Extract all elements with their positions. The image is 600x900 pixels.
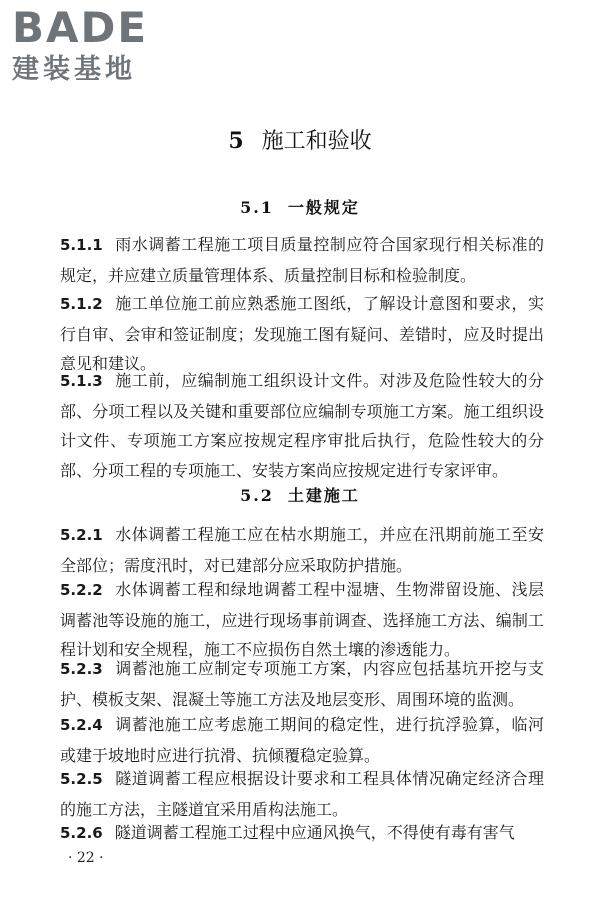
clause-5-2-3 — [60, 654, 544, 714]
logo-subtitle: 建装基地 — [12, 54, 136, 85]
clause-text: 隧道调蓄工程应根据设计要求和工程具体情况确定经济合理的施工方法，主隧道宜采用盾构法施工。 — [60, 769, 544, 819]
clause-5-2-2 — [60, 575, 544, 665]
bade-logo — [12, 3, 182, 86]
page-number: · 22 · — [68, 850, 104, 866]
clause-number: 5.1.3 — [60, 372, 103, 390]
clause-number: 5.2.6 — [60, 824, 103, 842]
section-title-5-2 — [0, 484, 600, 508]
clause-text: 施工单位施工前应熟悉施工图纸，了解设计意图和要求，实行自审、会审和签证制度；发现施工图有疑问、差错时，应及时提出意见和建议。 — [60, 294, 544, 373]
clause-5-2-6 — [60, 818, 544, 849]
clause-text: 雨水调蓄工程施工项目质量控制应符合国家现行相关标准的规定，并应建立质量管理体系、质量控制目标和检验制度。 — [60, 235, 544, 285]
clause-text: 调蓄池施工应制定专项施工方案，内容应包括基坑开挖与支护、模板支架、混凝土等施工方法及地层变形、周围环境的监测。 — [60, 659, 544, 709]
clause-5-2-5 — [60, 764, 544, 824]
logo-brand: BADE — [12, 3, 149, 52]
clause-number: 5.2.3 — [60, 660, 103, 678]
clause-text: 隧道调蓄工程施工过程中应通风换气，不得使有毒有害气 — [114, 823, 515, 842]
chapter-title — [0, 126, 600, 157]
clause-text: 调蓄池施工应考虑施工期间的稳定性，进行抗浮验算，临河或建于坡地时应进行抗滑、抗倾覆稳定验算。 — [60, 715, 544, 765]
clause-number: 5.2.2 — [60, 581, 103, 599]
clause-5-1-3 — [60, 366, 544, 485]
section-title-text: 一般规定 — [287, 198, 360, 217]
section-title-text: 土建施工 — [287, 486, 360, 505]
chapter-title-text: 施工和验收 — [261, 129, 372, 154]
clause-number: 5.2.4 — [60, 716, 103, 734]
clause-number: 5.2.5 — [60, 770, 103, 788]
chapter-number: 5 — [228, 128, 244, 154]
clause-5-1-1 — [60, 230, 544, 290]
clause-5-2-1 — [60, 520, 544, 580]
clause-number: 5.1.2 — [60, 295, 103, 313]
clause-text: 水体调蓄工程施工应在枯水期施工，并应在汛期前施工至安全部位；需度汛时，对已建部分应采取防护措施。 — [60, 525, 544, 575]
clause-text: 施工前，应编制施工组织设计文件。对涉及危险性较大的分部、分项工程以及关键和重要部位应编制专项施工方案。施工组织设计文件、专项施工方案应按规定程序审批后执行，危险性较大的分部、分项工程的专项施工、安装方案尚应按规定进行专家评审。 — [60, 371, 544, 480]
section-number: 5.2 — [240, 486, 274, 505]
clause-5-2-4 — [60, 710, 544, 770]
clause-text: 水体调蓄工程和绿地调蓄工程中湿塘、生物滞留设施、浅层调蓄池等设施的施工，应进行现场事前调查、选择施工方法、编制工程计划和安全规程，施工不应损伤自然土壤的渗透能力。 — [60, 580, 544, 659]
section-title-5-1 — [0, 196, 600, 220]
clause-number: 5.1.1 — [60, 236, 103, 254]
section-number: 5.1 — [240, 198, 274, 217]
clause-number: 5.2.1 — [60, 526, 103, 544]
